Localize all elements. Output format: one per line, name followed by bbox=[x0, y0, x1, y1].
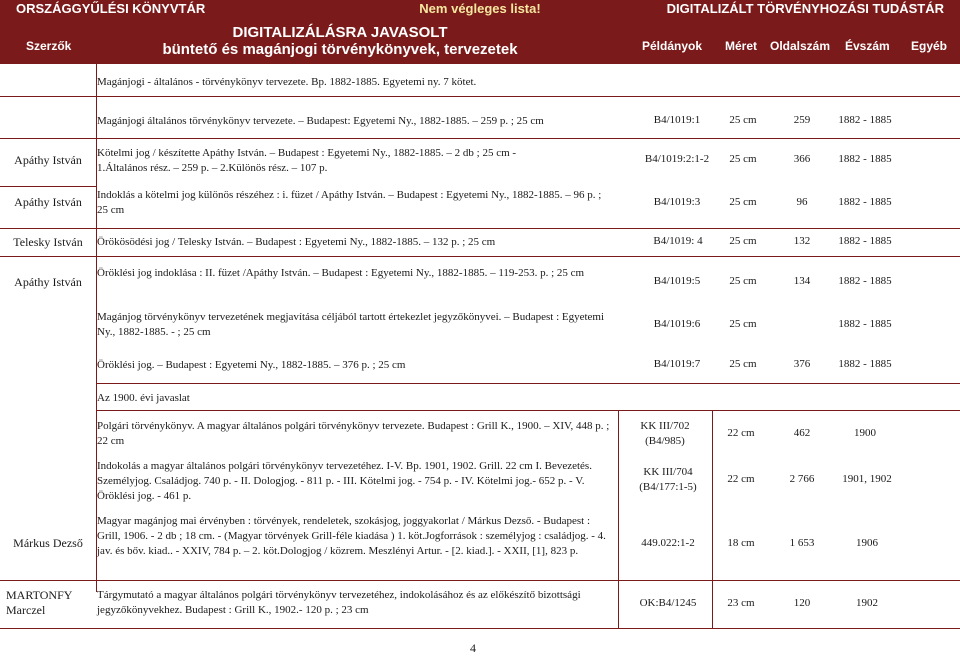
record-author: Telesky István bbox=[13, 235, 83, 249]
record-pages: 366 bbox=[793, 153, 811, 165]
record-year: 1882 - 1885 bbox=[838, 196, 892, 208]
record-size: 25 cm bbox=[729, 114, 757, 126]
record-size: 25 cm bbox=[729, 235, 757, 247]
row-divider bbox=[0, 96, 960, 97]
record-year: 1882 - 1885 bbox=[838, 358, 892, 370]
record-author: Márkus Dezső bbox=[13, 536, 83, 550]
record-year: 1902 bbox=[856, 597, 878, 609]
record-text: Örökösödési jog / Telesky István. – Budapest : Egyetemi Ny., 1882-1885. – 132 p. ; 25 cm bbox=[97, 236, 496, 248]
record-size: 25 cm bbox=[729, 275, 757, 287]
record-signature: B4/1019:5 bbox=[653, 275, 701, 287]
record-signature: B4/1019:2:1-2 bbox=[644, 153, 710, 165]
record-text: Magánjog törvénykönyv tervezetének megjavítása céljából tartott értekezlet jegyzőkönyvei. – Budapest : Egyetemi Ny., 1882-1885. - ; 25 cm bbox=[97, 311, 605, 338]
column-header-pages: Oldalszám bbox=[770, 39, 831, 53]
record-author: Apáthy István bbox=[14, 153, 82, 167]
top-banner bbox=[0, 0, 960, 18]
column-header-authors: Szerzők bbox=[26, 39, 72, 53]
record-text: Indokolás a magyar általános polgári törvénykönyv tervezetéhez. I-V. Bp. 1901, 1902. Grill. 22 cm I. Bevezetés. Személyjog. Családjog. 740 p. - II. Dologjog. - 811 p. - III. Kötelmi jog. - 754 p. - IV. Kötelmi jog.- 652 p. - V. Öröklési jog. - 461 p. bbox=[97, 460, 592, 502]
title-line-2: büntető és magánjogi törvénykönyvek, tervezetek bbox=[162, 41, 518, 58]
record-text: Magánjogi - általános - törvénykönyv tervezete. Bp. 1882-1885. Egyetemi ny. 7 kötet. bbox=[97, 76, 477, 88]
row-divider bbox=[0, 580, 960, 581]
record-size: 23 cm bbox=[727, 597, 755, 609]
title-line-1: DIGITALIZÁLÁSRA JAVASOLT bbox=[232, 24, 448, 41]
row-divider bbox=[0, 628, 960, 629]
record-text: Kötelmi jog / készítette Apáthy István. – Budapest : Egyetemi Ny., 1882-1885. – 2 db ; 25 cm - 1.Általános rész. – 259 p. – 2.Különös rész. – 107 p. bbox=[97, 147, 517, 174]
draft-notice: Nem végleges lista! bbox=[419, 1, 541, 16]
record-year: 1901, 1902 bbox=[842, 473, 892, 485]
document-title bbox=[140, 24, 540, 58]
record-text: Öröklési jog indoklása : II. füzet /Apáthy István. – Budapest : Egyetemi Ny., 1882-1885. – 119-253. p. ; 25 cm bbox=[97, 267, 585, 279]
record-author: MARTONFY Marczel bbox=[6, 588, 72, 617]
record-signature: KK III/702 (B4/985) bbox=[640, 420, 690, 447]
record-size: 22 cm bbox=[727, 473, 755, 485]
record-text: Indoklás a kötelmi jog különös részéhez : i. füzet / Apáthy István. – Budapest : Egyetemi Ny., 1882-1885. – 96 p. ; 25 cm bbox=[97, 189, 602, 216]
record-signature: KK III/704 (B4/177:1-5) bbox=[639, 466, 697, 493]
record-year: 1906 bbox=[856, 537, 878, 549]
record-author: Apáthy István bbox=[14, 275, 82, 289]
record-text: Magánjogi általános törvénykönyv tervezete. – Budapest: Egyetemi Ny., 1882-1885. – 259 p. ; 25 cm bbox=[97, 115, 544, 127]
record-pages: 120 bbox=[793, 597, 811, 609]
column-header-size: Méret bbox=[725, 39, 758, 53]
record-text: Polgári törvénykönyv. A magyar általános polgári törvénykönyv tervezete. Budapest : Grill K., 1900. – XIV, 448 p. ; 22 cm bbox=[97, 420, 610, 447]
record-pages: 376 bbox=[793, 358, 811, 370]
record-pages: 259 bbox=[793, 114, 811, 126]
size-column-divider bbox=[712, 410, 713, 628]
row-divider bbox=[0, 138, 960, 139]
record-pages: 1 653 bbox=[789, 537, 815, 549]
record-signature: OK:B4/1245 bbox=[639, 597, 697, 609]
page-number: 4 bbox=[470, 641, 476, 655]
section-heading: Az 1900. évi javaslat bbox=[97, 392, 190, 404]
library-name: ORSZÁGGYŰLÉSI KÖNYVTÁR bbox=[16, 1, 206, 16]
record-year: 1882 - 1885 bbox=[838, 318, 892, 330]
record-pages: 132 bbox=[793, 235, 811, 247]
record-year: 1882 - 1885 bbox=[838, 235, 892, 247]
row-divider bbox=[96, 410, 960, 411]
record-size: 25 cm bbox=[729, 153, 757, 165]
record-signature: B4/1019:7 bbox=[653, 358, 701, 370]
signature-column-divider bbox=[618, 410, 619, 628]
record-size: 25 cm bbox=[729, 358, 757, 370]
record-year: 1882 - 1885 bbox=[838, 114, 892, 126]
record-size: 22 cm bbox=[727, 427, 755, 439]
record-signature: B4/1019:3 bbox=[653, 196, 701, 208]
record-pages: 462 bbox=[793, 427, 811, 439]
row-divider bbox=[0, 228, 960, 229]
record-pages: 96 bbox=[796, 196, 808, 208]
record-signature: 449.022:1-2 bbox=[641, 537, 695, 549]
column-header-year: Évszám bbox=[845, 39, 890, 53]
row-divider bbox=[0, 186, 96, 187]
record-year: 1900 bbox=[854, 427, 876, 439]
record-year: 1882 - 1885 bbox=[838, 153, 892, 165]
record-text: Magyar magánjog mai érvényben : törvények, rendeletek, szokásjog, joggyakorlat / Márkus Dezső. - Budapest : Grill, 1906. - 2 db ; 18 cm. - (Magyar törvények Grill-féle kiadása ) 1. köt.Jogforrások : személyjog : családjog. - 4. jav. és bőv. kiad.. - XXIV, 784 p. – 2. köt.Dologjog / közrem. Meszlényi Artur. - [2. kiad.]. - XXII, [1], 823 p. bbox=[97, 515, 606, 557]
record-text: Öröklési jog. – Budapest : Egyetemi Ny., 1882-1885. – 376 p. ; 25 cm bbox=[97, 359, 406, 371]
record-year: 1882 - 1885 bbox=[838, 275, 892, 287]
record-signature: B4/1019:1 bbox=[653, 114, 701, 126]
table-header bbox=[0, 18, 960, 64]
record-pages: 134 bbox=[793, 275, 811, 287]
record-signature: B4/1019: 4 bbox=[653, 235, 703, 247]
repository-name: DIGITALIZÁLT TÖRVÉNYHOZÁSI TUDÁSTÁR bbox=[666, 1, 944, 16]
record-size: 25 cm bbox=[729, 196, 757, 208]
row-divider bbox=[0, 256, 960, 257]
record-signature: B4/1019:6 bbox=[653, 318, 701, 330]
record-size: 18 cm bbox=[727, 537, 755, 549]
column-header-copies: Példányok bbox=[642, 39, 703, 53]
column-header-other: Egyéb bbox=[911, 39, 948, 53]
record-text: Tárgymutató a magyar általános polgári törvénykönyv tervezetéhez, indokolásához és az előkészítő bizottsági jegyzőkönyvekhez. Budapest : Grill K., 1902.- 120 p. ; 23 cm bbox=[97, 589, 581, 616]
record-author: Apáthy István bbox=[14, 195, 82, 209]
record-pages: 2 766 bbox=[789, 473, 815, 485]
record-size: 25 cm bbox=[729, 318, 757, 330]
row-divider bbox=[96, 383, 960, 384]
